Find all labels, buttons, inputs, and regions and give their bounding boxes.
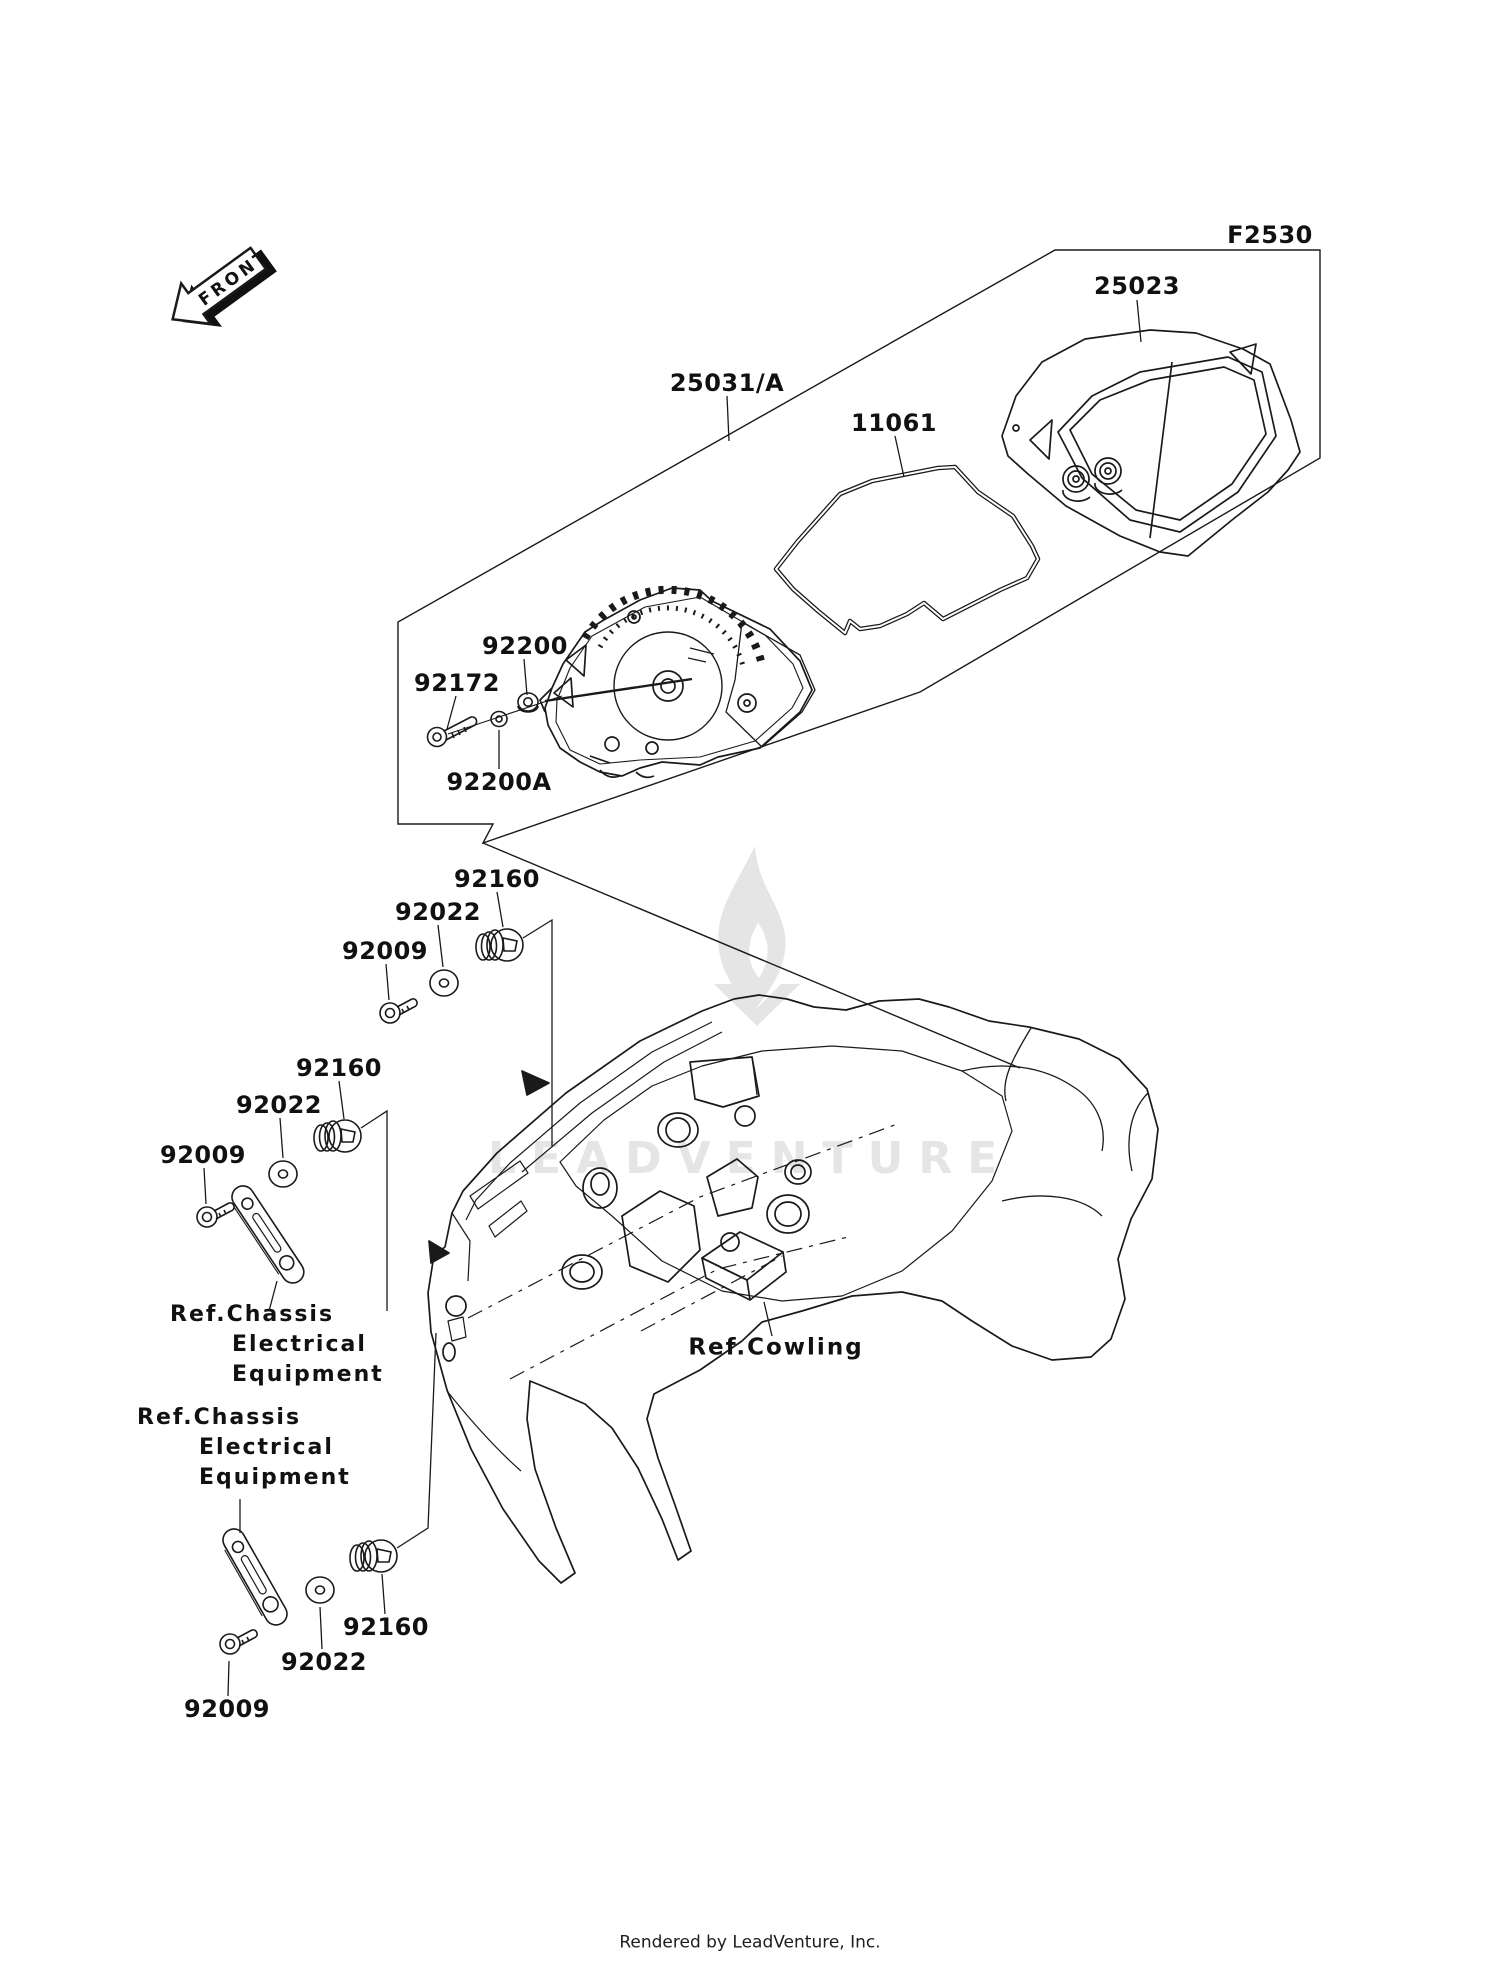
figure-code: F2530 — [1227, 221, 1313, 249]
washer-icon-3 — [306, 1577, 334, 1603]
damper-icon-3 — [350, 1540, 397, 1572]
watermark — [488, 846, 1012, 1184]
ref-chassis-line3: Equipment — [199, 1465, 351, 1490]
screw-icon-1 — [380, 999, 417, 1023]
ref-chassis-line1: Ref.Chassis — [137, 1405, 302, 1430]
washer-icon-1 — [430, 970, 458, 996]
cowling-tab — [690, 1057, 759, 1107]
part-label-25031a: 25031/A — [669, 369, 785, 397]
front-arrow-icon — [159, 232, 287, 347]
part-label-11061: 11061 — [851, 409, 937, 437]
part-label-92009-2: 92009 — [160, 1141, 246, 1169]
damper-icon-1 — [476, 929, 523, 961]
ref-chassis-block-2 — [137, 1403, 351, 1493]
front-arrow-label: FRONT — [195, 245, 274, 311]
part-label-92160-3: 92160 — [343, 1613, 429, 1641]
watermark-text: LEADVENTURE — [488, 1133, 1013, 1184]
bracket-icon-1 — [226, 1182, 308, 1289]
nut-icon — [518, 693, 538, 712]
part-label-92009-1: 92009 — [342, 937, 428, 965]
footer-credit: Rendered by LeadVenture, Inc. — [619, 1932, 881, 1953]
bracket-icon-2 — [217, 1525, 291, 1630]
ref-cowling-box — [702, 1232, 786, 1300]
cover-illustration — [1002, 330, 1300, 556]
meter-illustration — [540, 588, 815, 777]
screw-icon-3 — [220, 1630, 257, 1654]
ref-chassis-line1: Ref.Chassis — [170, 1302, 335, 1327]
washer-icon-2 — [269, 1161, 297, 1187]
part-label-25023: 25023 — [1094, 272, 1180, 300]
ref-cowling-label: Ref.Cowling — [688, 1334, 864, 1361]
ref-chassis-block-1 — [170, 1300, 384, 1390]
pan-screw-icon — [428, 717, 477, 747]
ref-chassis-line2: Electrical — [232, 1332, 367, 1357]
part-label-92022-2: 92022 — [236, 1091, 322, 1119]
meter-fasteners — [428, 693, 563, 747]
screw-icon-2 — [197, 1203, 234, 1227]
part-label-92172: 92172 — [414, 669, 500, 697]
part-label-92200a: 92200A — [446, 768, 552, 796]
part-label-92160-2: 92160 — [296, 1054, 382, 1082]
part-label-92160-1: 92160 — [454, 865, 540, 893]
part-label-92022-1: 92022 — [395, 898, 481, 926]
damper-icon-2 — [314, 1120, 361, 1152]
gasket-illustration — [776, 467, 1038, 633]
part-label-92009-3: 92009 — [184, 1695, 270, 1723]
ref-chassis-line2: Electrical — [199, 1435, 334, 1460]
part-label-92200: 92200 — [482, 632, 568, 660]
cowling-illustration — [428, 995, 1158, 1583]
part-label-92022-3: 92022 — [281, 1648, 367, 1676]
ref-chassis-line3: Equipment — [232, 1362, 384, 1387]
